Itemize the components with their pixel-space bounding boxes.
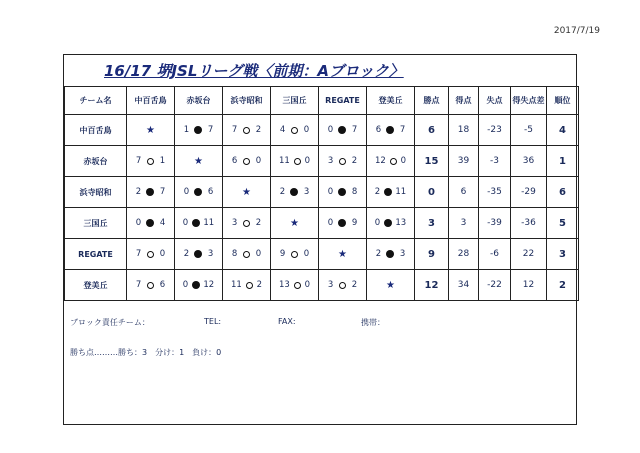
match-result-cell <box>367 177 415 208</box>
match-result-cell <box>223 115 271 146</box>
score-against: 7 <box>207 125 214 135</box>
score-against: 9 <box>351 218 358 228</box>
score-against: 0 <box>255 156 262 166</box>
loss-mark-icon <box>386 126 394 134</box>
score-against: 7 <box>159 187 166 197</box>
score-against: 6 <box>207 187 214 197</box>
table-row <box>65 177 579 208</box>
match-result-cell <box>367 208 415 239</box>
team-name: 赤坂台 <box>65 146 127 177</box>
column-header: 赤坂台 <box>175 87 223 115</box>
goals-against-cell: -35 <box>479 177 511 208</box>
table-body <box>65 115 579 301</box>
goals-against-cell: -3 <box>479 146 511 177</box>
win-draw-mark-icon <box>294 158 301 165</box>
score-against: 6 <box>159 280 166 290</box>
score-for: 3 <box>327 280 334 290</box>
star-icon: ★ <box>242 186 251 198</box>
table-header-row <box>65 87 579 115</box>
score-for: 2 <box>279 187 286 197</box>
score-for: 3 <box>231 218 238 228</box>
score-for: 0 <box>183 187 190 197</box>
loss-mark-icon <box>146 219 154 227</box>
score-against: 3 <box>207 249 214 259</box>
score-for: 7 <box>231 125 238 135</box>
match-result-cell <box>319 115 367 146</box>
score-for: 12 <box>374 156 386 166</box>
match-result-cell <box>271 177 319 208</box>
goals-for-cell: 18 <box>449 115 479 146</box>
goal-diff-cell: -36 <box>511 208 547 239</box>
match-result-cell <box>127 115 175 146</box>
points-cell: 9 <box>415 239 449 270</box>
match-result-cell <box>127 177 175 208</box>
loss-mark-icon <box>146 188 154 196</box>
match-result-cell <box>175 239 223 270</box>
goal-diff-cell: -5 <box>511 115 547 146</box>
match-result-cell <box>319 270 367 301</box>
match-result-cell <box>223 270 271 301</box>
match-result-cell <box>367 239 415 270</box>
match-result-cell <box>127 239 175 270</box>
win-draw-mark-icon <box>390 158 397 165</box>
score-against: 11 <box>395 187 407 197</box>
loss-mark-icon <box>192 219 200 227</box>
score-against: 2 <box>256 280 263 290</box>
match-result-cell <box>223 146 271 177</box>
score-against: 0 <box>400 156 407 166</box>
goals-for-cell: 28 <box>449 239 479 270</box>
score-for: 11 <box>230 280 242 290</box>
score-for: 8 <box>231 249 238 259</box>
column-header: 得失点差 <box>511 87 547 115</box>
match-result-cell <box>175 115 223 146</box>
team-name: REGATE <box>65 239 127 270</box>
points-rule: 勝ち点………勝ち：3 分け：1 負け：0 <box>70 348 222 357</box>
score-against: 7 <box>351 125 358 135</box>
score-for: 2 <box>375 249 382 259</box>
points-cell: 6 <box>415 115 449 146</box>
rank-cell: 4 <box>547 115 579 146</box>
column-header: 順位 <box>547 87 579 115</box>
score-against: 11 <box>203 218 215 228</box>
score-for: 7 <box>135 156 142 166</box>
score-for: 13 <box>278 280 290 290</box>
score-for: 0 <box>327 125 334 135</box>
match-result-cell <box>271 115 319 146</box>
points-cell: 12 <box>415 270 449 301</box>
score-for: 0 <box>327 187 334 197</box>
match-result-cell <box>127 208 175 239</box>
score-against: 0 <box>159 249 166 259</box>
loss-mark-icon <box>194 250 202 258</box>
match-result-cell <box>271 146 319 177</box>
match-result-cell <box>271 208 319 239</box>
score-against: 2 <box>255 125 262 135</box>
score-for: 1 <box>183 125 190 135</box>
tel-label: TEL: <box>204 317 222 326</box>
star-icon: ★ <box>146 124 155 136</box>
match-result-cell <box>175 208 223 239</box>
table-row <box>65 115 579 146</box>
star-icon: ★ <box>338 248 347 260</box>
win-draw-mark-icon <box>147 282 154 289</box>
goals-against-cell: -22 <box>479 270 511 301</box>
win-draw-mark-icon <box>291 127 298 134</box>
score-for: 11 <box>278 156 290 166</box>
goals-for-cell: 6 <box>449 177 479 208</box>
score-for: 2 <box>183 249 190 259</box>
score-for: 0 <box>182 280 189 290</box>
score-for: 4 <box>279 125 286 135</box>
win-draw-mark-icon <box>147 251 154 258</box>
goals-for-cell: 3 <box>449 208 479 239</box>
goal-diff-cell: -29 <box>511 177 547 208</box>
match-result-cell <box>127 270 175 301</box>
score-against: 8 <box>351 187 358 197</box>
score-against: 3 <box>303 187 310 197</box>
win-draw-mark-icon <box>294 282 301 289</box>
loss-mark-icon <box>338 188 346 196</box>
match-result-cell <box>127 146 175 177</box>
standings-table <box>64 86 579 301</box>
score-for: 0 <box>374 218 381 228</box>
loss-mark-icon <box>338 126 346 134</box>
score-against: 3 <box>399 249 406 259</box>
goals-for-cell: 34 <box>449 270 479 301</box>
win-draw-mark-icon <box>243 251 250 258</box>
match-result-cell <box>367 270 415 301</box>
match-result-cell <box>319 208 367 239</box>
score-for: 0 <box>135 218 142 228</box>
score-for: 0 <box>327 218 334 228</box>
loss-mark-icon <box>384 188 392 196</box>
match-result-cell <box>223 239 271 270</box>
column-header: REGATE <box>319 87 367 115</box>
score-against: 0 <box>255 249 262 259</box>
match-result-cell <box>271 270 319 301</box>
rank-cell: 2 <box>547 270 579 301</box>
column-header: 勝点 <box>415 87 449 115</box>
match-result-cell <box>319 146 367 177</box>
column-header: 失点 <box>479 87 511 115</box>
win-draw-mark-icon <box>243 158 250 165</box>
column-header: チーム名 <box>65 87 127 115</box>
table-row <box>65 239 579 270</box>
column-header: 中百舌鳥 <box>127 87 175 115</box>
goal-diff-cell: 22 <box>511 239 547 270</box>
win-draw-mark-icon <box>147 158 154 165</box>
score-for: 6 <box>375 125 382 135</box>
table-row <box>65 146 579 177</box>
points-cell: 3 <box>415 208 449 239</box>
score-for: 7 <box>135 249 142 259</box>
column-header: 得点 <box>449 87 479 115</box>
match-result-cell <box>367 146 415 177</box>
table-row <box>65 270 579 301</box>
score-for: 9 <box>279 249 286 259</box>
score-against: 7 <box>399 125 406 135</box>
score-against: 2 <box>255 218 262 228</box>
score-against: 12 <box>203 280 215 290</box>
goals-against-cell: -6 <box>479 239 511 270</box>
points-cell: 15 <box>415 146 449 177</box>
match-result-cell <box>223 208 271 239</box>
standings-sheet <box>63 54 577 425</box>
match-result-cell <box>319 177 367 208</box>
points-cell: 0 <box>415 177 449 208</box>
page-title: 16/17 堺JSLリーグ戦〈前期：Aブロック〉 <box>104 62 404 80</box>
score-against: 0 <box>304 156 311 166</box>
match-result-cell <box>175 270 223 301</box>
score-against: 1 <box>159 156 166 166</box>
score-for: 3 <box>327 156 334 166</box>
match-result-cell <box>271 239 319 270</box>
team-name: 浜寺昭和 <box>65 177 127 208</box>
loss-mark-icon <box>192 281 200 289</box>
score-for: 2 <box>135 187 142 197</box>
win-draw-mark-icon <box>243 220 250 227</box>
goal-diff-cell: 36 <box>511 146 547 177</box>
rank-cell: 3 <box>547 239 579 270</box>
rank-cell: 5 <box>547 208 579 239</box>
win-draw-mark-icon <box>291 251 298 258</box>
score-against: 2 <box>351 280 358 290</box>
loss-mark-icon <box>290 188 298 196</box>
table-row <box>65 208 579 239</box>
match-result-cell <box>367 115 415 146</box>
score-for: 6 <box>231 156 238 166</box>
rank-cell: 1 <box>547 146 579 177</box>
score-for: 2 <box>374 187 381 197</box>
rank-cell: 6 <box>547 177 579 208</box>
loss-mark-icon <box>194 126 202 134</box>
score-for: 7 <box>135 280 142 290</box>
loss-mark-icon <box>338 219 346 227</box>
score-against: 0 <box>303 125 310 135</box>
loss-mark-icon <box>386 250 394 258</box>
star-icon: ★ <box>386 279 395 291</box>
fax-label: FAX: <box>278 317 296 326</box>
score-for: 0 <box>182 218 189 228</box>
goal-diff-cell: 12 <box>511 270 547 301</box>
match-result-cell <box>319 239 367 270</box>
goals-against-cell: -23 <box>479 115 511 146</box>
team-name: 三国丘 <box>65 208 127 239</box>
team-name: 登美丘 <box>65 270 127 301</box>
column-header: 登美丘 <box>367 87 415 115</box>
match-result-cell <box>175 177 223 208</box>
score-against: 0 <box>304 280 311 290</box>
score-against: 4 <box>159 218 166 228</box>
column-header: 三国丘 <box>271 87 319 115</box>
match-result-cell <box>175 146 223 177</box>
block-team-label: ブロック責任チーム： <box>70 318 150 327</box>
column-header: 浜寺昭和 <box>223 87 271 115</box>
goals-for-cell: 39 <box>449 146 479 177</box>
score-against: 2 <box>351 156 358 166</box>
score-against: 13 <box>395 218 407 228</box>
win-draw-mark-icon <box>243 127 250 134</box>
win-draw-mark-icon <box>339 158 346 165</box>
win-draw-mark-icon <box>339 282 346 289</box>
document-date: 2017/7/19 <box>553 26 600 36</box>
mobile-label: 携帯： <box>361 318 385 327</box>
loss-mark-icon <box>384 219 392 227</box>
star-icon: ★ <box>290 217 299 229</box>
score-against: 0 <box>303 249 310 259</box>
win-draw-mark-icon <box>246 282 253 289</box>
team-name: 中百舌鳥 <box>65 115 127 146</box>
match-result-cell <box>223 177 271 208</box>
goals-against-cell: -39 <box>479 208 511 239</box>
star-icon: ★ <box>194 155 203 167</box>
loss-mark-icon <box>194 188 202 196</box>
